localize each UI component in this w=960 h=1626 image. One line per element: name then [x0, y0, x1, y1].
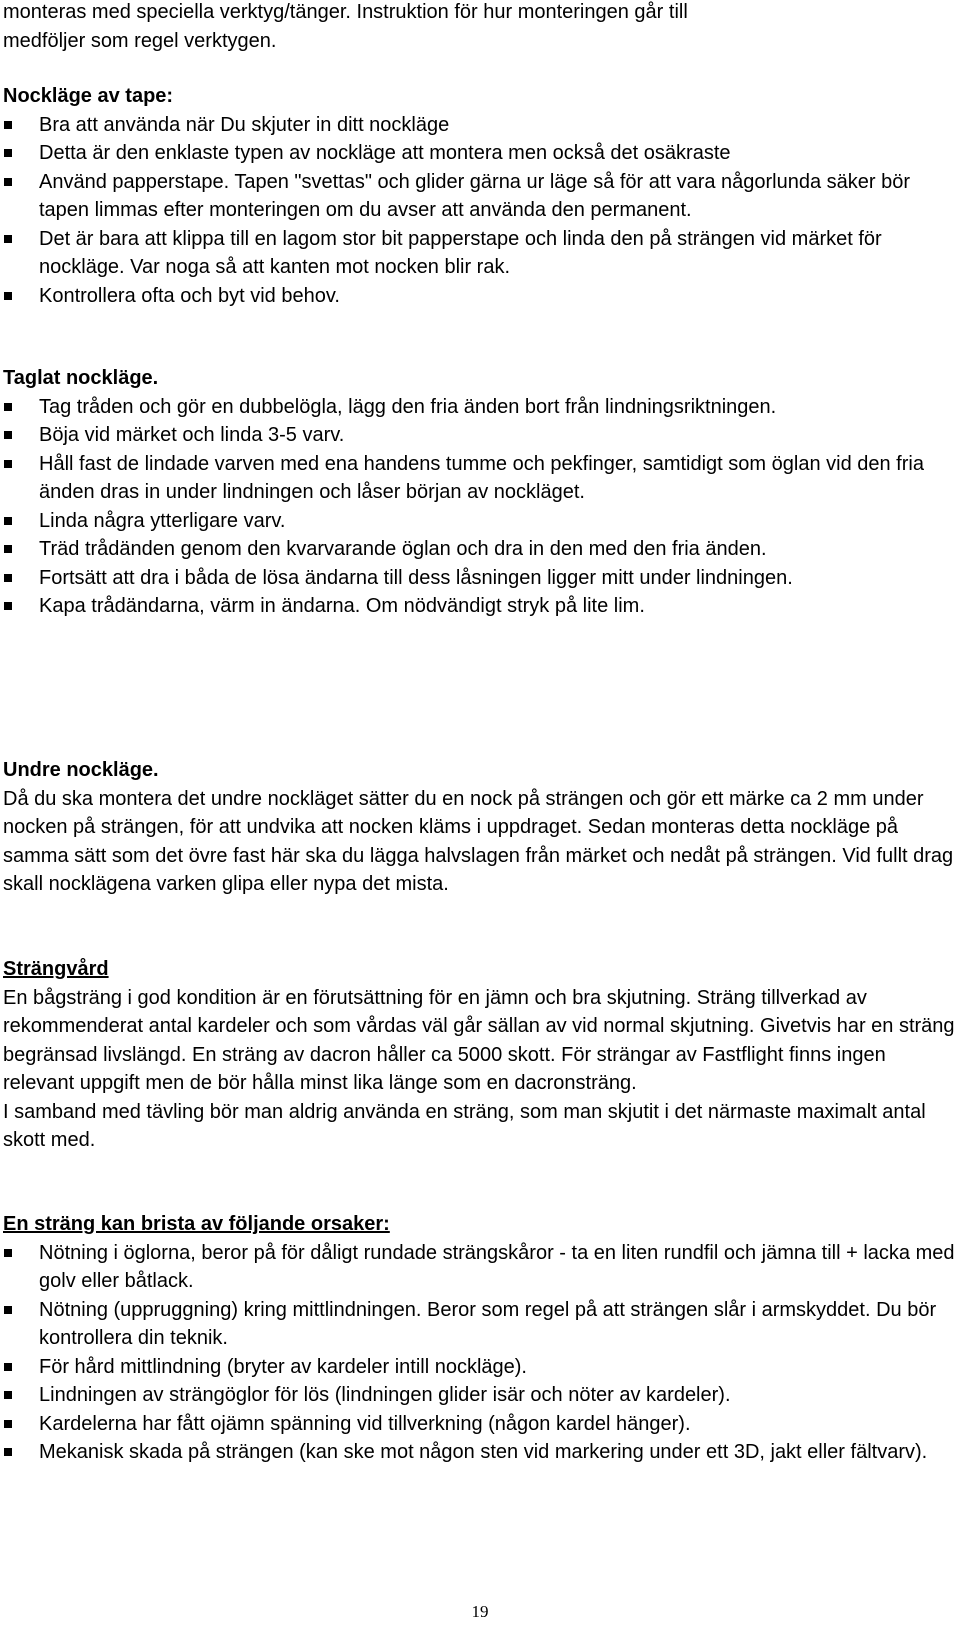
- section-heading: Nockläge av tape:: [3, 85, 174, 107]
- list-item: Använd papperstape. Tapen "svettas" och glider gärna ur läge så för att vara någorlunda säker bör tapen limmas efter monteringen om du avser att använda den permanent.: [3, 168, 955, 225]
- list-item: Träd trådänden genom den kvarvarande öglan och dra in den med den fria änden.: [3, 535, 955, 564]
- section-taglat: [3, 364, 955, 621]
- bullet-list: [3, 393, 955, 621]
- list-item: För hård mittlindning (bryter av kardeler intill nockläge).: [3, 1353, 955, 1382]
- section-tape: [3, 82, 955, 310]
- section-undre: [3, 756, 955, 899]
- list-item: Kapa trådändarna, värm in ändarna. Om nödvändigt stryk på lite lim.: [3, 592, 955, 621]
- list-item: Kontrollera ofta och byt vid behov.: [3, 282, 955, 311]
- section-heading: En sträng kan brista av följande orsaker:: [3, 1213, 390, 1235]
- list-item: Böja vid märket och linda 3-5 varv.: [3, 421, 955, 450]
- list-item: Nötning (uppruggning) kring mittlindningen. Beror som regel på att strängen slår i armskyddet. Du bör kontrollera din teknik.: [3, 1296, 955, 1353]
- list-item: Bra att använda när Du skjuter in ditt nockläge: [3, 111, 955, 140]
- section-heading: Undre nockläge.: [3, 759, 159, 781]
- section-brista: [3, 1210, 955, 1467]
- list-item: Lindningen av strängöglor för lös (lindningen glider isär och nöter av kardeler).: [3, 1381, 955, 1410]
- list-item: Kardelerna har fått ojämn spänning vid tillverkning (någon kardel hänger).: [3, 1410, 955, 1439]
- list-item: Detta är den enklaste typen av nockläge att montera men också det osäkraste: [3, 139, 955, 168]
- section-strangvard: [3, 955, 955, 1155]
- section-heading: Taglat nockläge.: [3, 367, 159, 389]
- paragraph: Då du ska montera det undre nockläget sätter du en nock på strängen och gör ett märke ca 2 mm under nocken på strängen, för att undvika att nocken kläms i uppdraget. Sedan monteras detta nockläge på samma sätt som det övre fast här ska du lägga halvslagen från märket och nedåt på strängen. Vid fullt drag skall nocklägena varken glipa eller nypa det mista.: [3, 787, 954, 895]
- list-item: Håll fast de lindade varven med ena handens tumme och pekfinger, samtidigt som öglan vid den fria änden dras in under lindningen och låser början av nockläget.: [3, 450, 955, 507]
- list-item: Tag tråden och gör en dubbelögla, lägg den fria änden bort från lindningsriktningen.: [3, 393, 955, 422]
- list-item: Mekanisk skada på strängen (kan ske mot någon sten vid markering under ett 3D, jakt eller fältvarv).: [3, 1438, 955, 1467]
- list-item: Linda några ytterligare varv.: [3, 507, 955, 536]
- list-item: Nötning i öglorna, beror på för dåligt rundade strängskåror - ta en liten rundfil och jämna till + lacka med golv eller båtlack.: [3, 1239, 955, 1296]
- section-heading: Strängvård: [3, 958, 109, 980]
- intro-line: monteras med speciella verktyg/tänger. Instruktion för hur monteringen går till: [3, 1, 688, 23]
- list-item: Fortsätt att dra i båda de lösa ändarna till dess låsningen ligger mitt under lindningen.: [3, 564, 955, 593]
- paragraph: I samband med tävling bör man aldrig använda en sträng, som man skjutit i det närmaste maximalt antal skott med.: [3, 1100, 926, 1151]
- intro-paragraph: [3, 0, 955, 55]
- bullet-list: [3, 111, 955, 311]
- list-item: Det är bara att klippa till en lagom stor bit papperstape och linda den på strängen vid märket för nockläge. Var noga så att kanten mot nocken blir rak.: [3, 225, 955, 282]
- intro-line: medföljer som regel verktygen.: [3, 29, 277, 52]
- bullet-list: [3, 1239, 955, 1467]
- page-number: 19: [471, 1602, 489, 1621]
- paragraph: En bågsträng i god kondition är en förutsättning för en jämn och bra skjutning. Sträng tillverkad av rekommenderat antal kardeler och som vårdas väl går sällan av vid normal skjutning. Givetvis har en sträng begränsad livslängd. En sträng av dacron håller ca 5000 skott. För strängar av Fastflight finns ingen relevant uppgift men de bör hålla minst lika länge som en dacronsträng.: [3, 986, 955, 1094]
